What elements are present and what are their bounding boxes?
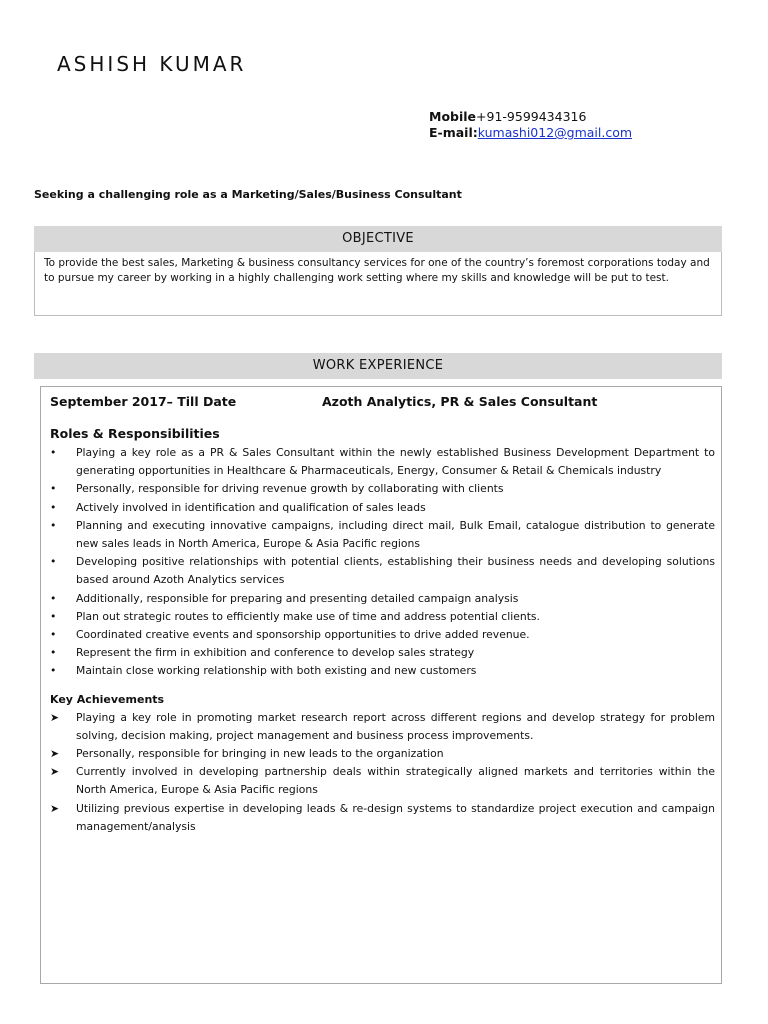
arrow-bullet-icon: ➤	[50, 801, 60, 815]
objective-text: To provide the best sales, Marketing & business consultancy services for one of the country’s foremost corporations today and to pursue my career by working in a highly challenging work setting where my skills and knowledge will be put to test.	[34, 252, 722, 316]
role-item	[50, 662, 715, 680]
bullet-icon: •	[50, 609, 57, 623]
job-period: September 2017– Till Date	[50, 394, 237, 409]
email-link[interactable]: kumashi012@gmail.com	[477, 125, 633, 140]
candidate-name: ASHISH KUMAR	[57, 52, 247, 76]
achievements-heading: Key Achievements	[50, 692, 165, 706]
objective-heading: OBJECTIVE	[34, 226, 722, 252]
bullet-icon: •	[50, 555, 57, 569]
contact-block	[429, 109, 632, 141]
roles-heading: Roles & Responsibilities	[50, 426, 220, 441]
role-item	[50, 480, 715, 498]
role-item-text: Maintain close working relationship with both existing and new customers	[76, 664, 477, 678]
email-line	[429, 125, 632, 141]
mobile-label: Mobile	[429, 109, 477, 124]
job-header	[50, 394, 715, 412]
career-headline: Seeking a challenging role as a Marketing/Sales/Business Consultant	[34, 188, 462, 201]
role-item	[50, 644, 715, 662]
bullet-icon: •	[50, 664, 57, 678]
role-item-text: Additionally, responsible for preparing and presenting detailed campaign analysis	[76, 591, 519, 605]
role-item-text: Planning and executing innovative campaigns, including direct mail, Bulk Email, catalogue distribution to generate new sales leads in North America, Europe & Asia Pacific regions	[76, 518, 715, 551]
bullet-icon: •	[50, 446, 57, 459]
arrow-bullet-icon: ➤	[50, 765, 60, 779]
role-item	[50, 626, 715, 644]
bullet-icon: •	[50, 646, 57, 660]
mobile-line	[429, 109, 632, 125]
arrow-bullet-icon: ➤	[50, 747, 60, 761]
achievements-list	[50, 709, 715, 836]
role-item	[50, 444, 715, 480]
achievement-item	[50, 709, 715, 745]
bullet-icon: •	[50, 500, 57, 514]
role-item-text: Coordinated creative events and sponsorship opportunities to drive added revenue.	[76, 628, 530, 642]
achievement-item	[50, 800, 715, 836]
arrow-bullet-icon: ➤	[50, 710, 60, 724]
role-item-text: Actively involved in identification and qualification of sales leads	[76, 500, 426, 514]
achievement-item	[50, 745, 715, 763]
roles-list	[50, 444, 715, 681]
role-item	[50, 553, 715, 589]
achievement-item-text: Currently involved in developing partnership deals within strategically aligned markets and territories within the North America, Europe & Asia Pacific regions	[76, 765, 715, 797]
role-item-text: Personally, responsible for driving revenue growth by collaborating with clients	[76, 482, 504, 496]
role-item-text: Represent the firm in exhibition and conference to develop sales strategy	[76, 646, 475, 660]
work-experience-box	[40, 386, 722, 984]
bullet-icon: •	[50, 518, 57, 532]
achievement-item	[50, 763, 715, 799]
mobile-value: +91-9599434316	[476, 109, 587, 124]
role-item-text: Developing positive relationships with potential clients, establishing their business needs and developing solutions based around Azoth Analytics services	[76, 555, 715, 587]
work-experience-heading: WORK EXPERIENCE	[34, 353, 722, 379]
achievement-item-text: Utilizing previous expertise in developing leads & re-design systems to standardize project execution and campaign management/analysis	[76, 801, 715, 833]
role-item	[50, 608, 715, 626]
role-item	[50, 499, 715, 517]
bullet-icon: •	[50, 628, 57, 642]
job-company-role: Azoth Analytics, PR & Sales Consultant	[322, 394, 598, 409]
email-label: E-mail:	[429, 125, 478, 140]
role-item-text: Playing a key role as a PR & Sales Consultant within the newly established Business Development Department to generating opportunities in Healthcare & Pharmaceuticals, Energy, Consumer & Retail & Chemicals industry	[76, 446, 715, 478]
achievement-item-text: Playing a key role in promoting market research report across different regions and develop strategy for problem solving, decision making, project management and business process improvements.	[76, 710, 715, 742]
bullet-icon: •	[50, 591, 57, 605]
role-item-text: Plan out strategic routes to efficiently make use of time and address potential clients.	[76, 609, 540, 623]
role-item	[50, 517, 715, 553]
bullet-icon: •	[50, 482, 57, 496]
achievement-item-text: Personally, responsible for bringing in new leads to the organization	[76, 747, 444, 761]
role-item	[50, 590, 715, 608]
